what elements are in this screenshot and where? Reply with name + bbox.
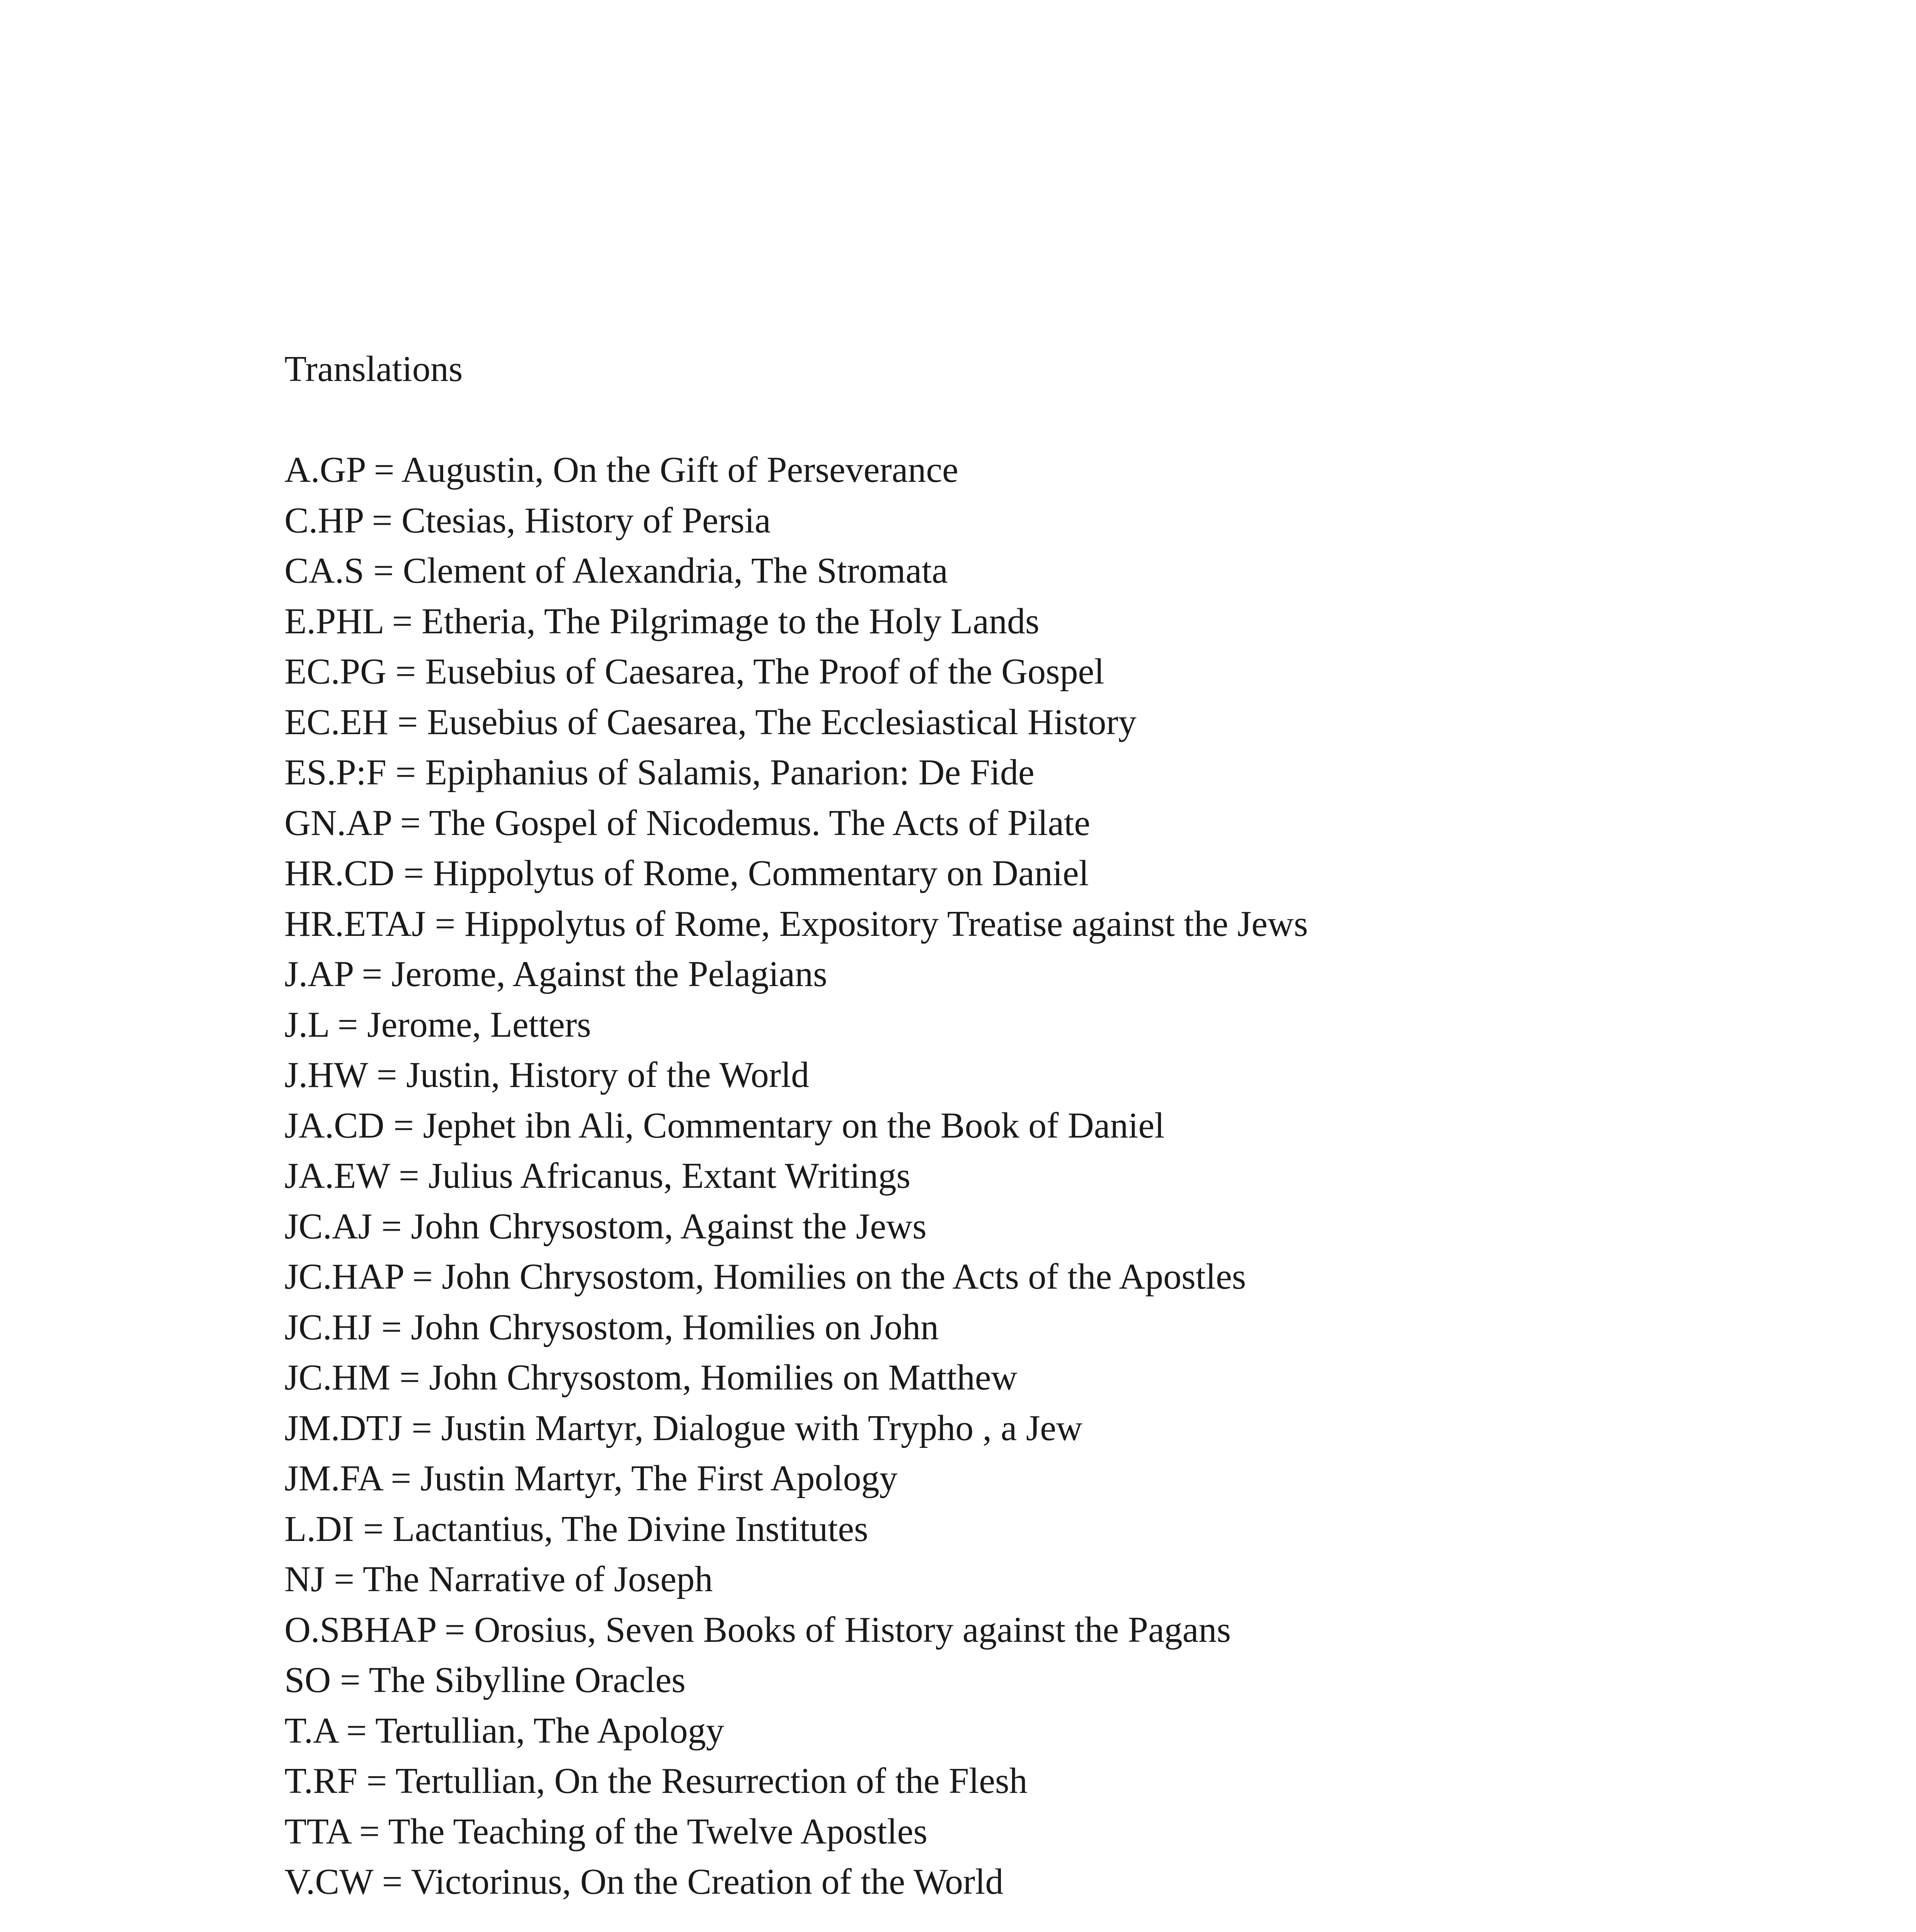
- translation-entry: JC.AJ = John Chrysostom, Against the Jews: [284, 1206, 927, 1247]
- translation-entry: A.GP = Augustin, On the Gift of Perseverance: [284, 450, 958, 490]
- translation-entry: J.AP = Jerome, Against the Pelagians: [284, 954, 827, 994]
- translations-list: [284, 445, 1645, 1907]
- section-gap: [284, 395, 1645, 445]
- translation-entry: JM.FA = Justin Martyr, The First Apology: [284, 1458, 898, 1498]
- translation-entry: NJ = The Narrative of Joseph: [284, 1559, 713, 1599]
- translation-entry: V.CW = Victorinus, On the Creation of the World: [284, 1862, 1004, 1902]
- translation-entry: SO = The Sibylline Oracles: [284, 1660, 686, 1700]
- translation-entry: GN.AP = The Gospel of Nicodemus. The Acts of Pilate: [284, 803, 1091, 843]
- translation-entry: JA.EW = Julius Africanus, Extant Writings: [284, 1156, 911, 1196]
- page-content: [284, 344, 1645, 1932]
- translation-entry: EC.EH = Eusebius of Caesarea, The Ecclesiastical History: [284, 702, 1137, 742]
- translation-entry: JC.HAP = John Chrysostom, Homilies on the Acts of the Apostles: [284, 1257, 1246, 1297]
- translation-entry: HR.ETAJ = Hippolytus of Rome, Expository Treatise against the Jews: [284, 903, 1308, 944]
- translation-entry: J.HW = Justin, History of the World: [284, 1055, 809, 1095]
- translation-entry: HR.CD = Hippolytus of Rome, Commentary on Daniel: [284, 853, 1089, 893]
- translation-entry: ES.P:F = Epiphanius of Salamis, Panarion: De Fide: [284, 752, 1035, 793]
- translation-entry: C.HP = Ctesias, History of Persia: [284, 500, 771, 541]
- translation-entry: JC.HM = John Chrysostom, Homilies on Matthew: [284, 1357, 1018, 1398]
- translation-entry: TTA = The Teaching of the Twelve Apostles: [284, 1811, 927, 1852]
- translation-entry: L.DI = Lactantius, The Divine Institutes: [284, 1509, 868, 1549]
- section-gap: [284, 1907, 1645, 1932]
- translation-entry: O.SBHAP = Orosius, Seven Books of History against the Pagans: [284, 1609, 1231, 1650]
- translation-entry: T.RF = Tertullian, On the Resurrection of the Flesh: [284, 1761, 1028, 1801]
- translation-entry: EC.PG = Eusebius of Caesarea, The Proof of the Gospel: [284, 651, 1104, 692]
- translation-entry: J.L = Jerome, Letters: [284, 1004, 591, 1045]
- translation-entry: T.A = Tertullian, The Apology: [284, 1710, 724, 1751]
- translation-entry: CA.S = Clement of Alexandria, The Stromata: [284, 551, 948, 591]
- translation-entry: JC.HJ = John Chrysostom, Homilies on John: [284, 1307, 939, 1347]
- translations-heading: Translations: [284, 349, 463, 389]
- translation-entry: JA.CD = Jephet ibn Ali, Commentary on the Book of Daniel: [284, 1105, 1165, 1146]
- translation-entry: JM.DTJ = Justin Martyr, Dialogue with Trypho , a Jew: [284, 1408, 1083, 1448]
- translation-entry: E.PHL = Etheria, The Pilgrimage to the Holy Lands: [284, 601, 1040, 641]
